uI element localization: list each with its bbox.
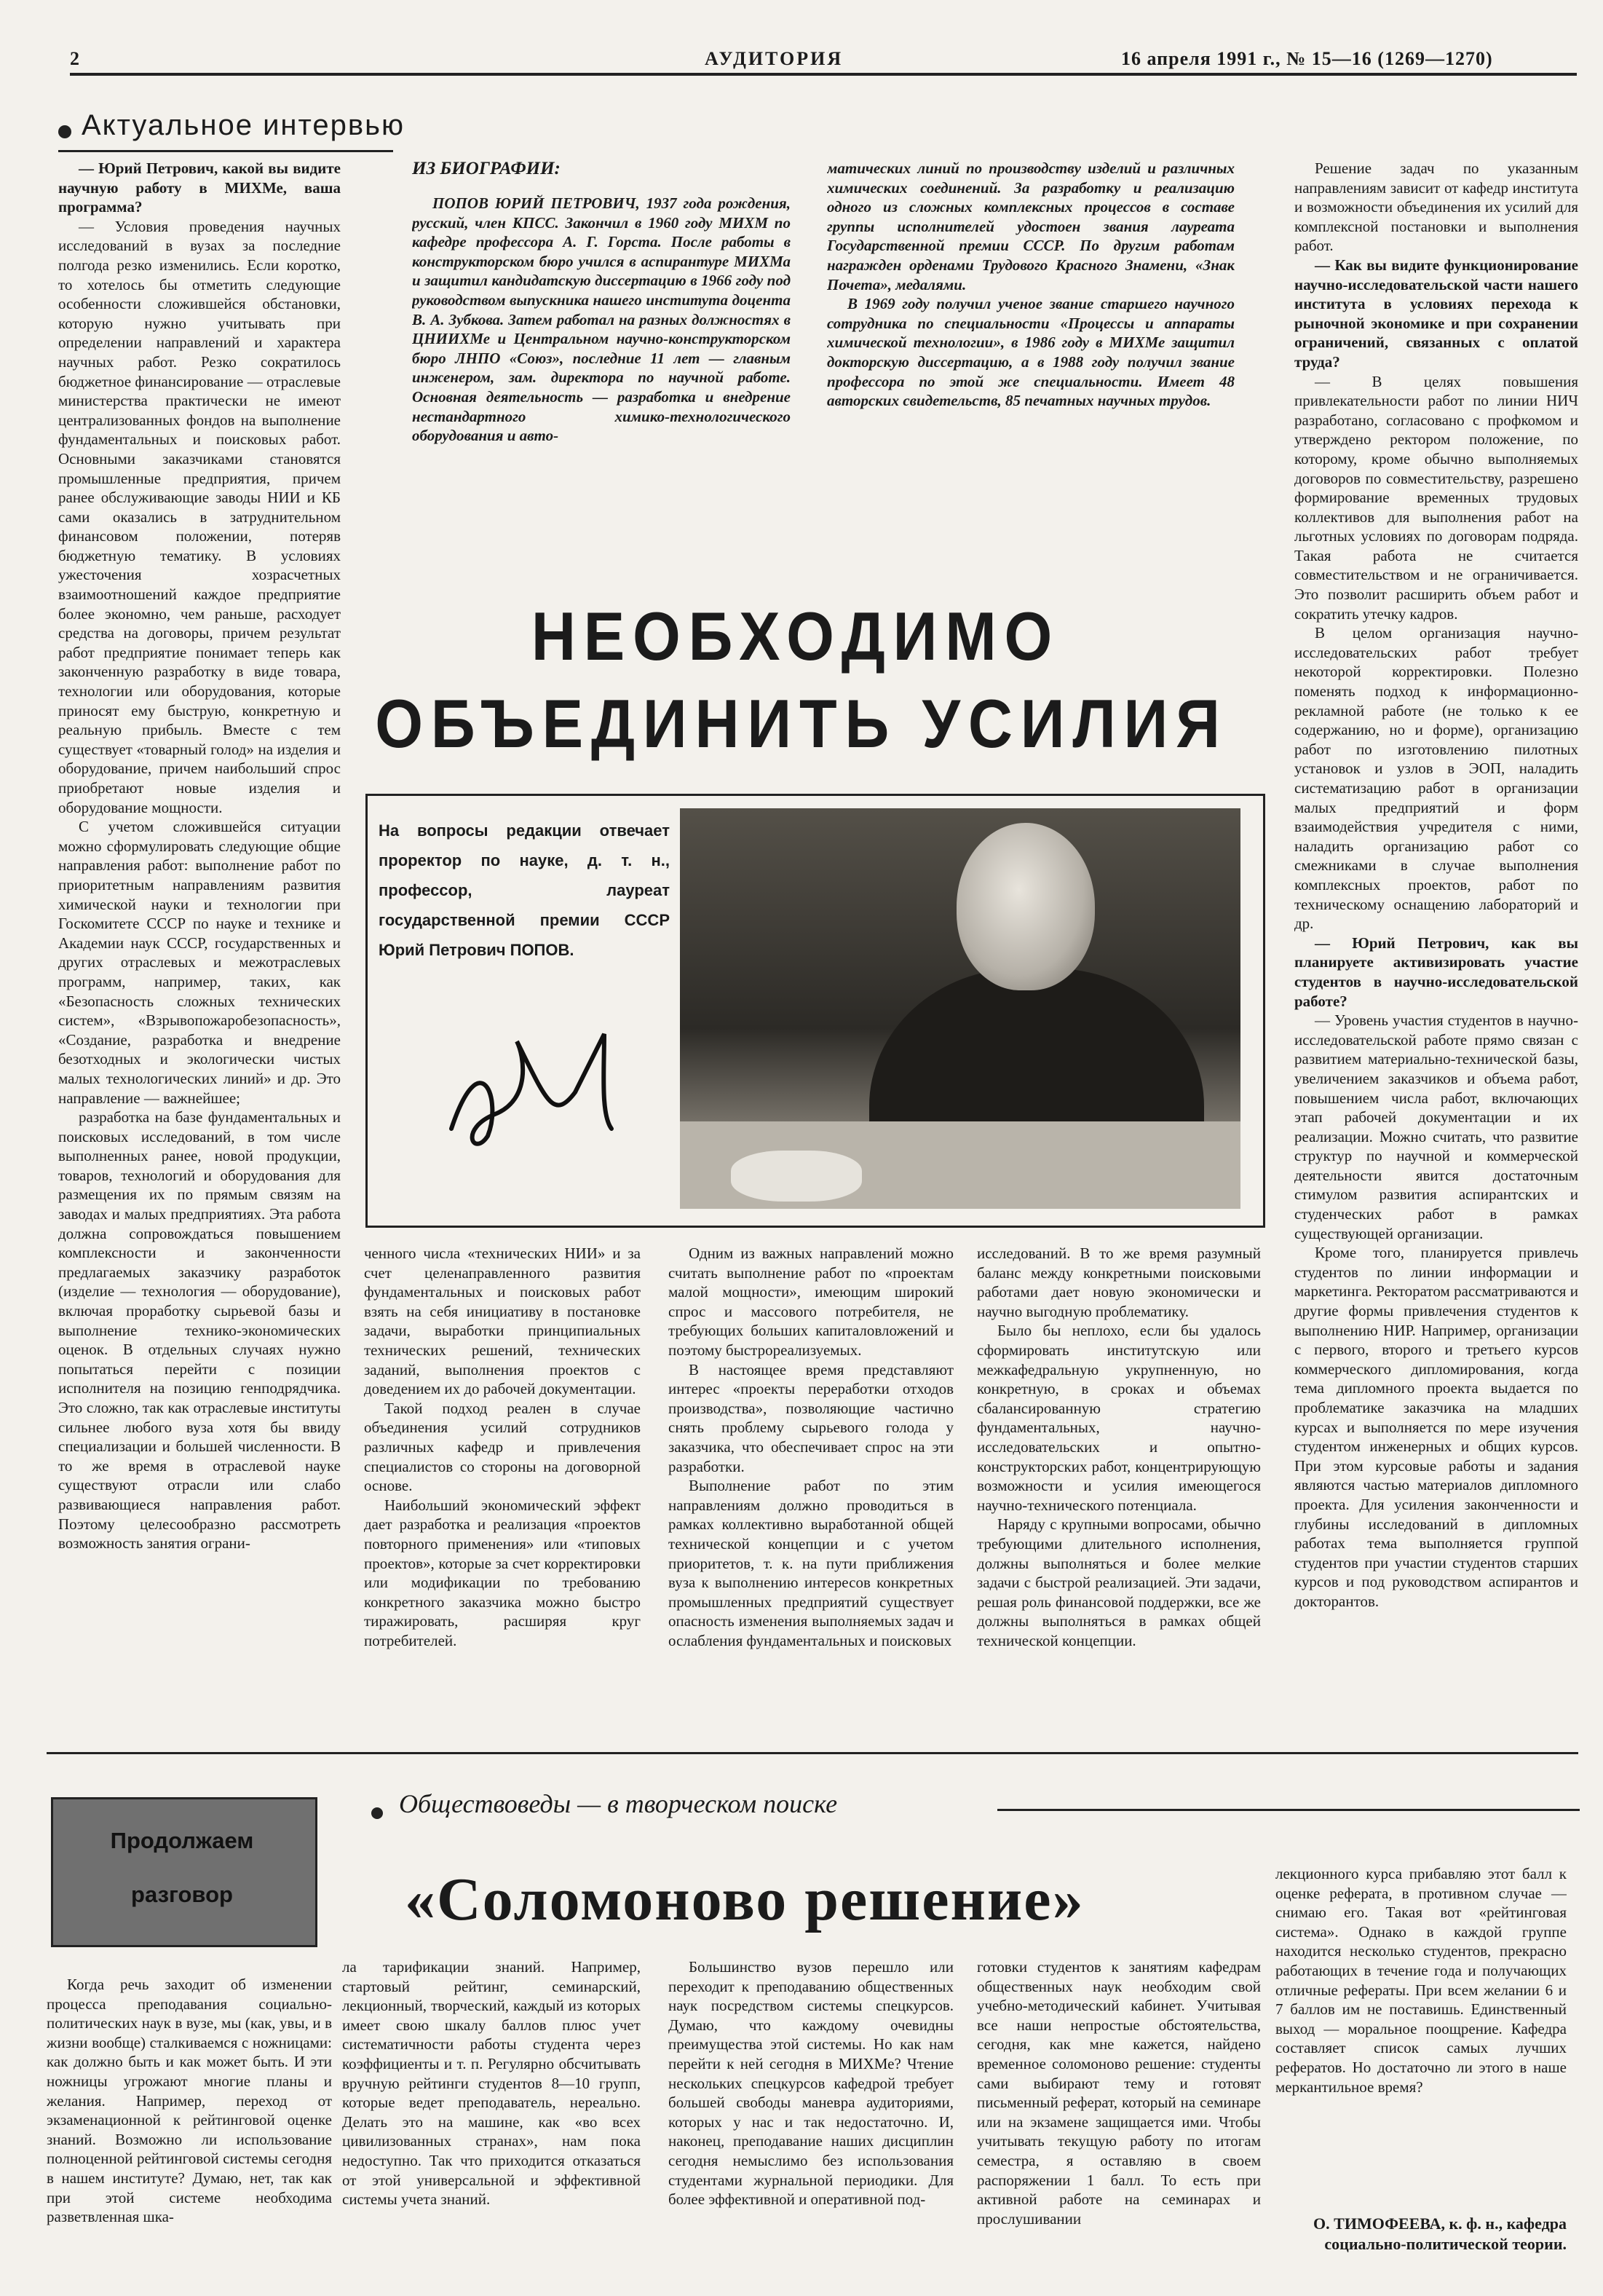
col_right-paragraph: — Юрий Петрович, как вы планируете активизировать участие студентов в научно-исследовательской работе? (1294, 934, 1578, 1010)
bio-text-a: ПОПОВ ЮРИЙ ПЕТРОВИЧ, 1937 года рождения, русский, член КПСС. Закончил в 1960 году МИХМ по кафедре профессора А. Г. Горста. После работы в конструкторском бюро учился в аспирантуре МИХМа и защитил кандидатскую диссертацию в 1966 году под руководством выпускника нашего института доцента В. А. Зубкова. Затем работал на разных должностях в ЦНИИХМе и Центральном научно-конструкторском бюро ЛНПО «Союз», последние 11 лет — главным инженером, зам. директора по научной работе. Основная деятельность — разработка и внедрение нестандартного химико-технологического оборудования и авто- (412, 194, 791, 445)
signature (437, 1012, 655, 1158)
interview-column-1 (58, 159, 341, 1724)
photo-figure-head (957, 823, 1095, 990)
a2-col5-text: лекционного курса прибавляю этот балл к оценке реферата, в противном случае — снимаю его. Такая вот «рейтинговая система». Однако в каждой группе находится несколько студентов, прекрасно работающих в течение года и получающих отличные рефераты. При всем желании 6 и 7 баллов им не поставишь. Единственный выход — моральное поощрение. Кафедра составляет список самых лучших рефератов. Но достаточно ли этого в наше меркантильное время? (1275, 1865, 1567, 2096)
a2-col1-text: Когда речь заходит об изменении процесса преподавания социально-политических наук в вузе, мы (как, увы, и в жизни вообще) сталкиваемся с ножницами: как должно быть и как может быть. И эти ножницы угрожают многие планы и желания. Например, переход от экзаменационной к рейтинговой оценке знаний. Возможно ли использование полноценной рейтинговой системы сегодня в нашем институте? Думаю, нет, так как при этой системе необходима разветвленная шка- (47, 1976, 332, 2226)
bio-text-b1: матических линий по производству изделий и различных химических соединений. За разработку и реализацию одного из сложных комплексных процессов в составе группы исполнителей удостоен звания лауреата Государственной премии СССР. По другим работам награжден орденами Трудового Красного Знамени, «Знак Почета», медалями. (827, 159, 1235, 293)
mid-column-1 (364, 1244, 641, 1732)
box-label-line1: Продолжаем (110, 1828, 254, 1853)
mid-column-3 (977, 1244, 1261, 1732)
page-number: 2 (70, 48, 80, 69)
a2-col3-text: Большинство вузов перешло или переходит к преподаванию общественных наук посредством системы спецкурсов. Думаю, что каждому очевидны преимущества этой системы. Но как нам перейти к ней сегодня в МИХМе? Чтение нескольких спецкурсов кафедрой требует большей свободы маневра аудиториями, которых у нас и так недостаточно. И, наконец, преподавание наших дисциплин сегодня немыслимо без использования студентами журнальной периодики. Для более эффективной и оперативной под- (668, 1958, 954, 2209)
headline-line2: ОБЪЕДИНИТЬ УСИЛИЯ (375, 685, 1228, 762)
col1-paragraph: С учетом сложившейся ситуации можно сформулировать следующие общие направления работ: выполнение работ по приоритетным направлениям развития химической науки и технологии при Госкомитете СССР по науке и технике и Академии наук СССР, государственных и других отраслевых и межотраслевых программ, например, таких, как «Безопасность сложных технических систем», «Взрывопожаробезопасность», «Создание, разработка и внедрение безотходных и экологически чистых малых технологических линий» и др. Это направление — важнейшее; (58, 818, 341, 1107)
mid3-p2: Было бы неплохо, если бы удалось сформировать институтскую или межкафедральную укрупненную, но конкретную, в сроках и объемах сбалансированную стратегию фундаментальных, научно-исследовательских и опытно-конструкторских работ, концентрирующую возможности и усилия имеющегося научно-технического потенциала. (977, 1322, 1261, 1514)
mid3-p3: Наряду с крупными вопросами, обычно требующими длительного исполнения, должны выполняться и более мелкие задачи с быстрой реализацией. Эти задачи, решая роль финансовой поддержки, все же должны выполняться в рамках общей технической концепции. (977, 1515, 1261, 1649)
article2-author: О. ТИМОФЕЕВА, к. ф. н., кафедра социально-политической теории. (1313, 2214, 1567, 2253)
bio-heading: ИЗ БИОГРАФИИ: (412, 159, 561, 178)
article2-col2 (342, 1957, 641, 2281)
col1-paragraph: разработка на базе фундаментальных и поисковых исследований, в том числе выполненных ранее, новой продукции, товаров, технологий и оборудования для размещения их по прямым связям на заводах и малых предприятиях. Эта работа должна сопровождаться повышением комплексности и законченности предлагаемых заказчику разработок (изделие — технология — оборудование), включая проработку сырьевой базы и выполнение технико-экономических оценок. В отдельных случаях нужно попытаться перейти с позиции исполнителя на позицию генподрядчика. Это сложно, так как отраслевые институты сильнее любого вуза хотя бы ввиду специализации и большей численности. В то же время в отраслевой науке существуют отрасли или слабо развивающиеся направления работ. Поэтому целесообразно рассмотреть возможность занятия ограни- (58, 1108, 341, 1553)
lead-text: На вопросы редакции отвечает проректор по науке, д. т. н., профессор, лауреат государственной премии СССР Юрий Петрович ПОПОВ. (379, 821, 670, 959)
article2-col3 (668, 1957, 954, 2281)
box-label-line2: разговор (131, 1882, 233, 1907)
header-rule (70, 73, 1577, 76)
article2-col4 (977, 1957, 1261, 2281)
interview-column-right (1294, 159, 1578, 1724)
col1-paragraph: — Условия проведения научных исследований в вузах за последние полгода резко изменились. Если коротко, то хотелось бы отметить следующие особенности сложившейся обстановки, которую нужно учитывать при определении направлений и характера научных работ. Резко сократилось бюджетное финансирование — отраслевые министерства практически не имеют централизованных фондов на выполнение фундаментальных и поисковых работ. Основными заказчиками становятся промышленные предприятия, причем ранее обслуживающие заводы НИИ и КБ сами оказались в затруднительном финансовом положении, потеряв бюджетную тематику. В условиях ужесточения хозрасчетных взаимоотношений каждое предприятие более экономно, чем раньше, расходует средства на договоры, причем результат работ предприятие понимает теперь как законченную разработку в виде товара, технологии или оборудования, которые приносят ему быструю, конкретную и реальную прибыль. Вместе с тем существует «товарный голод» на изделия и оборудование, причем наибольший спрос приобретают новые изделия и оборудование мощности. (58, 217, 341, 816)
rubric-actual-interview: Актуальное интервью (82, 109, 405, 141)
bio-text-b2: В 1969 году получил ученое звание старшего научного сотрудника по специальности «Процессы и аппараты химической технологии», в 1986 году в МИХМе защитил докторскую диссертацию, а в 1988 году получил звание профессора по этой же специальности. Имеет 48 авторских свидетельств, 85 печатных научных трудов. (827, 295, 1235, 410)
bio-column-a (412, 194, 791, 572)
article2-col5 (1275, 1864, 1567, 2206)
headline-line1: НЕОБХОДИМО (531, 598, 1061, 674)
signature-stroke (451, 1034, 611, 1144)
section-divider (47, 1752, 1578, 1754)
a2-col2-text: ла тарификации знаний. Например, стартовый рейтинг, семинарский, лекционный, творческий, каждый из которых имеет свою шкалу баллов плюс учет систематичности работы студента через коэффициенты и т. п. Регулярно обсчитывать вручную рейтинги студентов 8—10 групп, которые ведет преподаватель, нереально. Делать это на машине, как «во всех цивилизованных странах», нам пока недоступно. Так что приходится отказаться от этой универсальной и эффективной системы учета знаний. (342, 1958, 641, 2209)
issue-info: 16 апреля 1991 г., № 15—16 (1269—1270) (1121, 48, 1493, 69)
rubric-underline (58, 150, 393, 152)
article2-title: «Соломоново решение» (405, 1866, 1085, 1933)
col_right-paragraph: Кроме того, планируется привлечь студентов по линии информации и маркетинга. Ректоратом рассматриваются и другие формы привлечения студентов к выполнению НИР. Например, организации с первого, второго и третьего курсов коммерческого дипломирования, когда тема дипломного проекта выдается по проблематике заказчика на младших курсах и выполняется по мере изучения студентом инженерных и общих курсов. При этом курсовые работы и задания являются частью материалов дипломного проекта. Для усиления законченности и глубины исследований в дипломных работах тема выполняется группой студентов при участии студентов старших курсов и под руководством аспирантов и докторантов. (1294, 1244, 1578, 1610)
bio-column-b (827, 159, 1235, 574)
rubric2-rule (997, 1809, 1580, 1811)
article2-col1 (47, 1975, 332, 2281)
mid2-p2: В настоящее время представляют интерес «проекты переработки отходов производства», позволяющие частично снять проблему сырьевого голода у заказчика, что обеспечивает спрос на эти разработки. (668, 1360, 954, 1475)
mid3-p1: исследований. В то же время разумный баланс между конкретными поисковыми работами дает новую экономически и научно выгодную проблематику. (977, 1244, 1261, 1320)
portrait-photo (680, 808, 1240, 1209)
col_right-paragraph: В целом организация научно-исследовательских работ требует некоторой корректировки. Полезно поменять подход к информационно-рекламной работе (не только к ее содержанию, но и форме), организацию работ по изготовлению пилотных установок и узлов в ЭОП, наладить систематизацию работ в организации малых предприятий и форм взаимодействия учредителя с ними, наладить организацию работ со смежниками в случае выполнения комплексных проектов, работ по техническому оснащению лабораторий и др. (1294, 624, 1578, 933)
photo-telephone (731, 1151, 862, 1202)
continue-conversation-box (51, 1797, 317, 1947)
mid1-p2: Такой подход реален в случае объединения усилий сотрудников различных кафедр и привлечения специалистов со стороны на договорной основе. (364, 1399, 641, 1495)
a2-col4-text: готовки студентов к занятиям кафедрам общественных наук необходим свой учебно-методический кабинет. Учитывая все наши непростые обстоятельства, сегодня, как мне кажется, найдено временное соломоново решение: студенты сами выбирают тему и готовят письменный реферат, который на семинаре или на экзамене защищается ими. Чтобы учитывать текущую работу по итогам семестра, я оставляю в своем распоряжении 1 балл. То есть при активной работе на семинарах и прослушивании (977, 1958, 1261, 2228)
mid2-p3: Выполнение работ по этим направлениям должно проводиться в рамках коллективно выработанной общей технической концепции и с учетом приоритетов, т. к. на пути приближения вуза к выполнению интересов конкретных промышленных предприятий существует опасность изменения выполняемых задач и ослабления фундаментальных и поисковых (668, 1477, 954, 1649)
rubric-bullet (58, 125, 71, 138)
col_right-paragraph: — Уровень участия студентов в научно-исследовательской работе прямо связан с развитием материально-технической базы, увеличением заказчиков и объема работ, повышением числа работ, включающих этап рабочей документации и их реализации. Можно считать, что развитие структур по научной и коммерческой деятельности явится достаточным стимулом развития аспирантских и студенческих работ в рамках существующей организации. (1294, 1011, 1578, 1242)
col_right-paragraph: — В целях повышения привлекательности работ по линии НИЧ разработано, согласовано с профкомом и утверждено ректором положение, по которому, кроме обычно выполняемых договоров по совместительству, разрешено формирование временных трудовых коллективов для выполнения работ на льготных условиях по договорам подряда. Такая работа не считается совместительством и не ограничивается. Это позволит расширить объем работ и сократить утечку кадров. (1294, 372, 1578, 623)
mid1-p1: ченного числа «технических НИИ» и за счет целенаправленного развития фундаментальных и поисковых работ взять на себя инициативу в постановке задачи, выработки принципиальных технических решений, технических заданий, выполнения проектов с доведением их до рабочей документации. (364, 1244, 641, 1398)
newspaper-name: АУДИТОРИЯ (705, 48, 844, 69)
rubric2-bullet (371, 1807, 383, 1819)
rubric-social-scientists: Обществоведы — в творческом поиске (399, 1789, 838, 1818)
col_right-paragraph: — Как вы видите функционирование научно-исследовательской части нашего института в условиях перехода к рыночной экономике и при сохранении ограничений, связанных с оплатой труда? (1294, 256, 1578, 371)
col1-paragraph: — Юрий Петрович, какой вы видите научную работу в МИХМе, ваша программа? (58, 159, 341, 216)
mid1-p3: Наибольший экономический эффект дает разработка и реализация «проектов повторного применения» или «типовых проектов», которые за счет корректировки или модификации по требованию конкретного заказчика можно быстро тиражировать, расширяя круг потребителей. (364, 1496, 641, 1649)
mid2-p1: Одним из важных направлений можно считать выполнение работ по «проектам малой мощности», имеющим широкий спрос и массового потребителя, не требующих больших капиталовложений и поэтому быстрореализуемых. (668, 1244, 954, 1359)
col_right-paragraph: Решение задач по указанным направлениям зависит от кафедр института и возможности объединения их усилий для комплексной постановки и выполнения работ. (1294, 159, 1578, 255)
mid-column-2 (668, 1244, 954, 1732)
